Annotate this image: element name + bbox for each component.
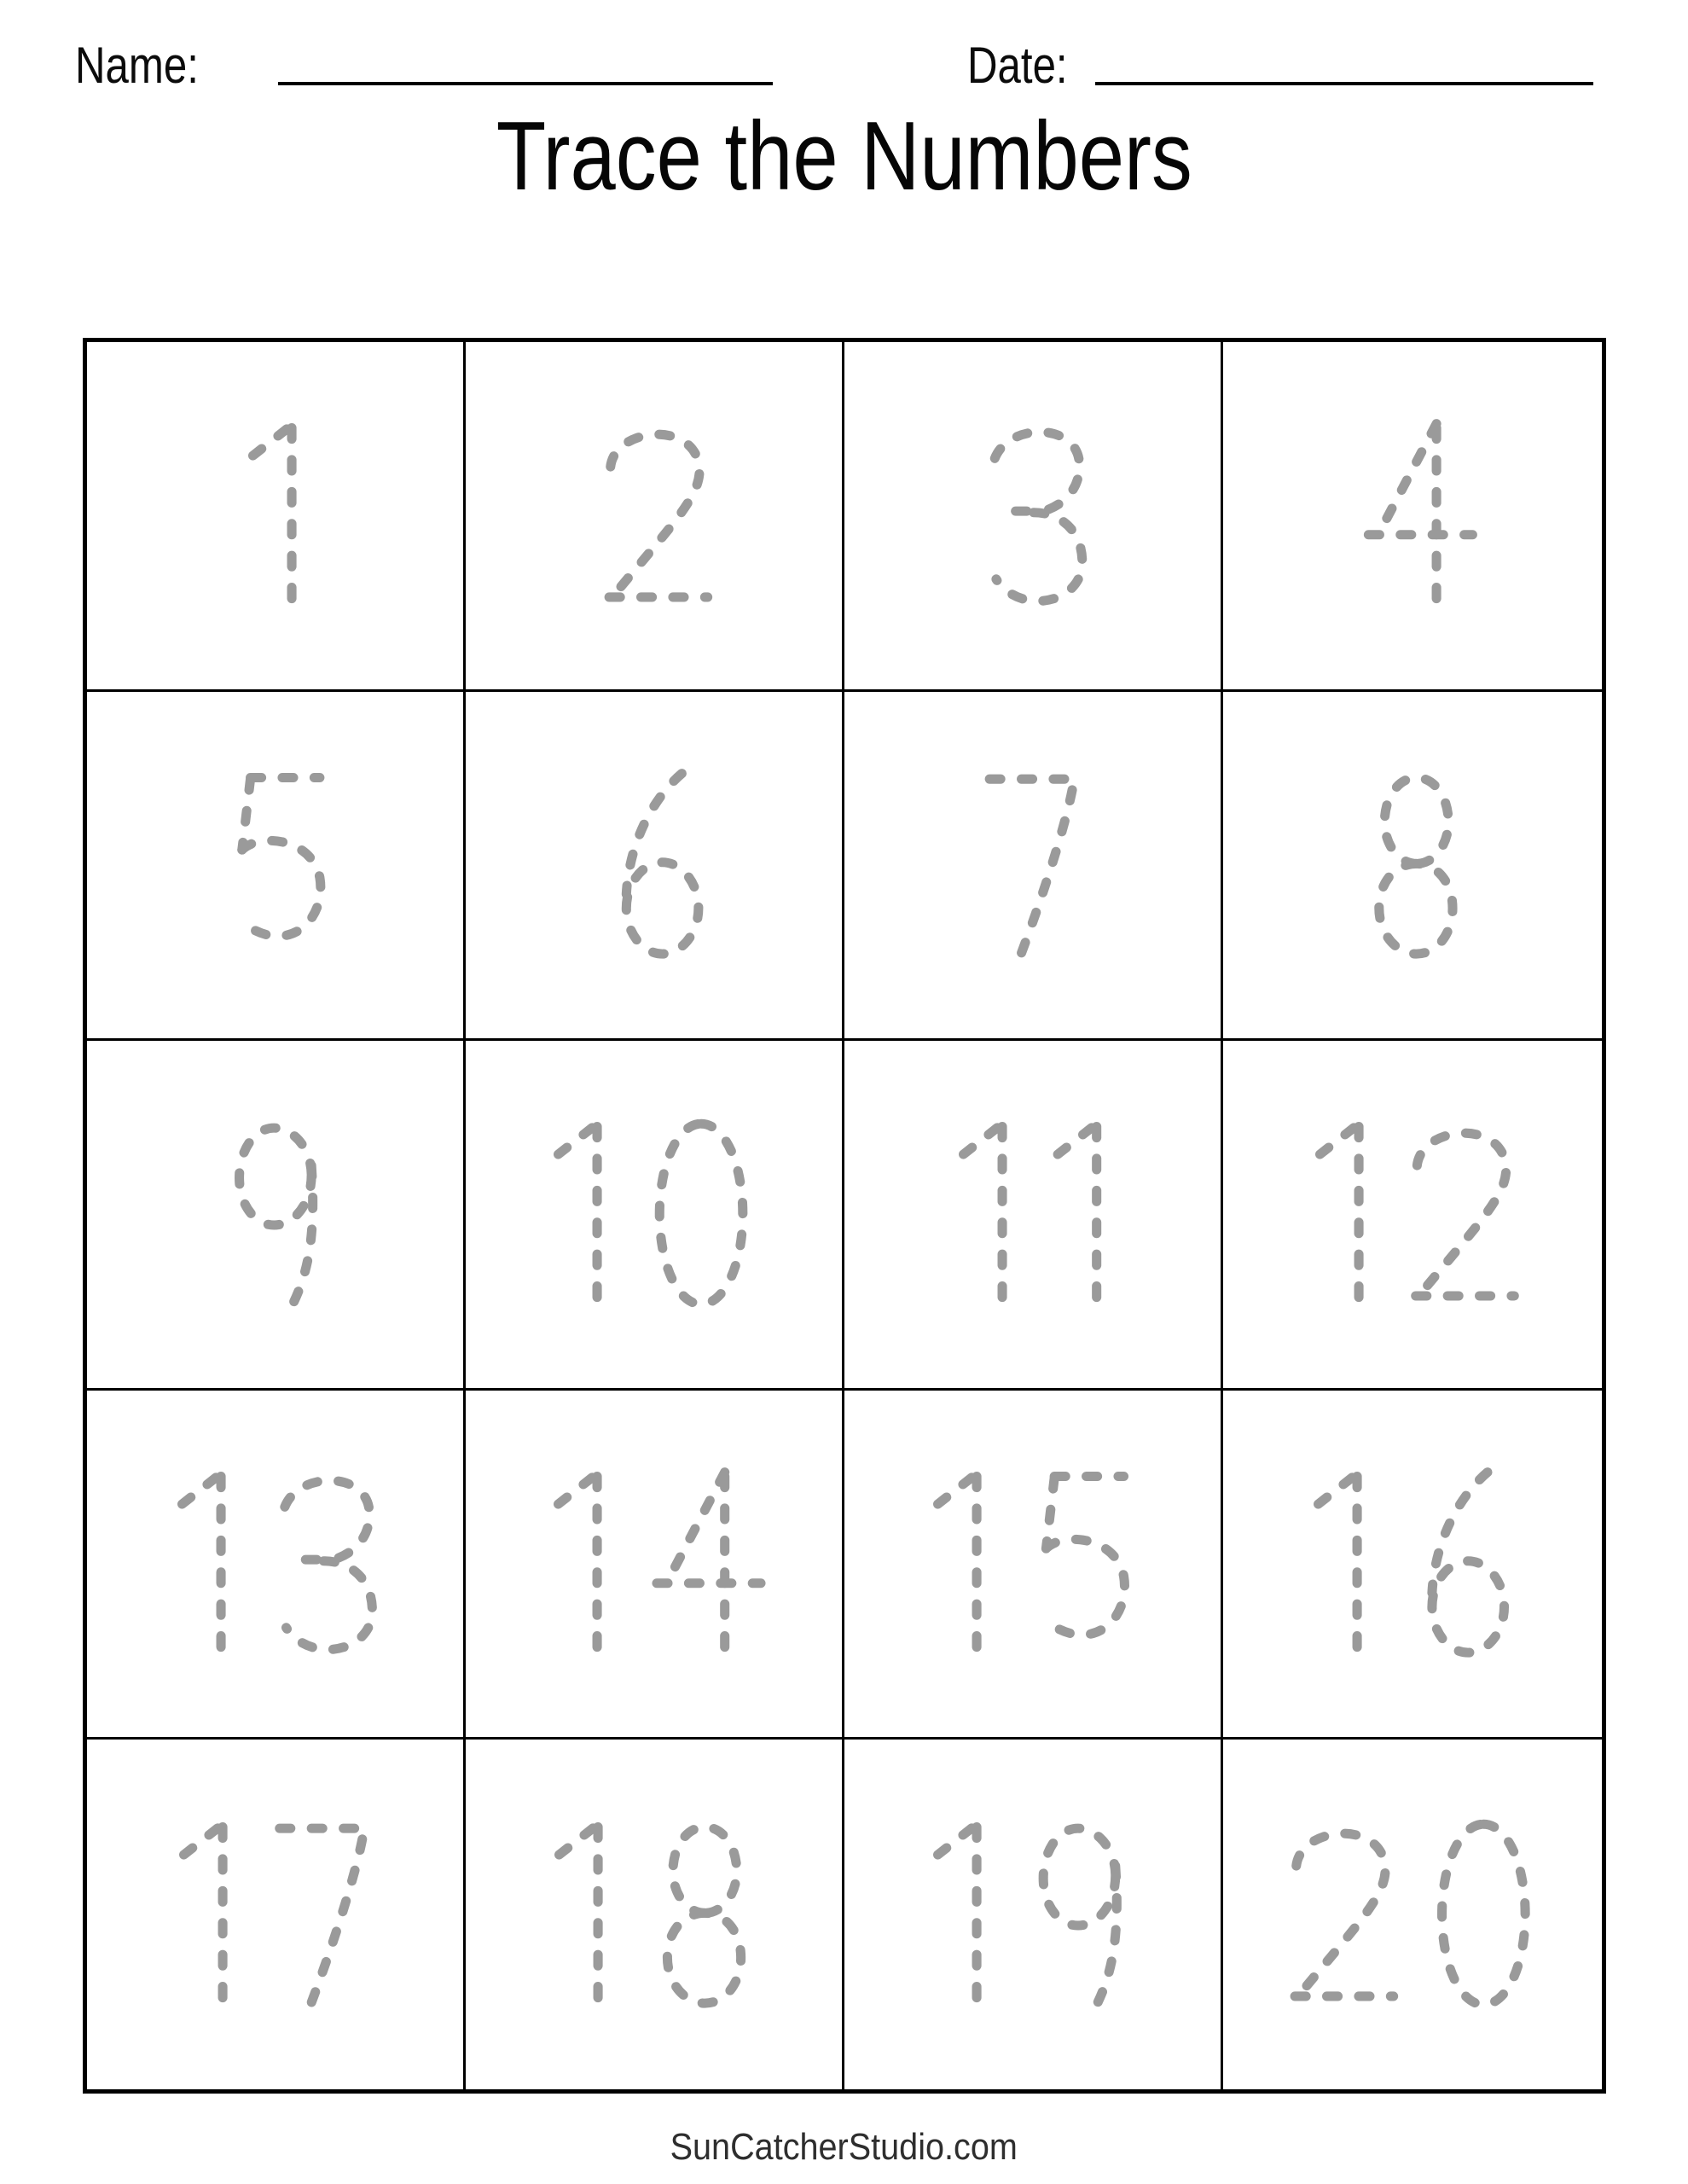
trace-cell-6 <box>466 692 844 1042</box>
trace-cell-13 <box>87 1391 466 1740</box>
trace-number-8 <box>1349 761 1476 969</box>
trace-number-12 <box>1303 1110 1523 1318</box>
trace-number-10 <box>542 1110 767 1318</box>
trace-number-2 <box>591 411 716 619</box>
trace-number-3 <box>970 411 1094 619</box>
trace-number-20 <box>1277 1810 1549 2018</box>
trace-cell-16 <box>1223 1391 1602 1740</box>
trace-cell-4 <box>1223 342 1602 692</box>
trace-cell-7 <box>844 692 1223 1042</box>
trace-cell-2 <box>466 342 844 692</box>
trace-number-14 <box>542 1460 767 1668</box>
trace-number-13 <box>165 1460 385 1668</box>
trace-cell-11 <box>844 1041 1223 1391</box>
trace-number-11 <box>947 1110 1119 1318</box>
trace-number-5 <box>212 761 339 969</box>
trace-cell-5 <box>87 692 466 1042</box>
name-blank-line <box>278 82 773 85</box>
trace-number-17 <box>167 1810 384 2018</box>
trace-cell-10 <box>466 1041 844 1391</box>
trace-cell-14 <box>466 1391 844 1740</box>
trace-cell-17 <box>87 1740 466 2089</box>
trace-cell-15 <box>844 1391 1223 1740</box>
trace-cell-1 <box>87 342 466 692</box>
trace-number-9 <box>212 1110 339 1318</box>
page-title-text: Trace the Numbers <box>496 102 1192 211</box>
trace-cell-20 <box>1223 1740 1602 2089</box>
trace-number-grid <box>83 338 1606 2094</box>
trace-cell-19 <box>844 1740 1223 2089</box>
footer <box>0 2126 1688 2169</box>
footer-text: SunCatcherStudio.com <box>670 2126 1018 2168</box>
trace-cell-3 <box>844 342 1223 692</box>
name-label: Name: <box>75 37 199 94</box>
trace-number-6 <box>590 761 718 969</box>
trace-number-15 <box>921 1460 1143 1668</box>
trace-number-7 <box>972 761 1093 969</box>
trace-number-18 <box>542 1810 764 2018</box>
trace-number-4 <box>1348 411 1478 619</box>
trace-number-1 <box>236 411 314 619</box>
trace-cell-9 <box>87 1041 466 1391</box>
page-title <box>0 101 1688 212</box>
trace-cell-18 <box>466 1740 844 2089</box>
trace-cell-8 <box>1223 692 1602 1042</box>
date-blank-line <box>1095 82 1593 85</box>
date-label: Date: <box>967 37 1068 94</box>
trace-number-19 <box>921 1810 1143 2018</box>
trace-cell-12 <box>1223 1041 1602 1391</box>
trace-number-16 <box>1302 1460 1523 1668</box>
